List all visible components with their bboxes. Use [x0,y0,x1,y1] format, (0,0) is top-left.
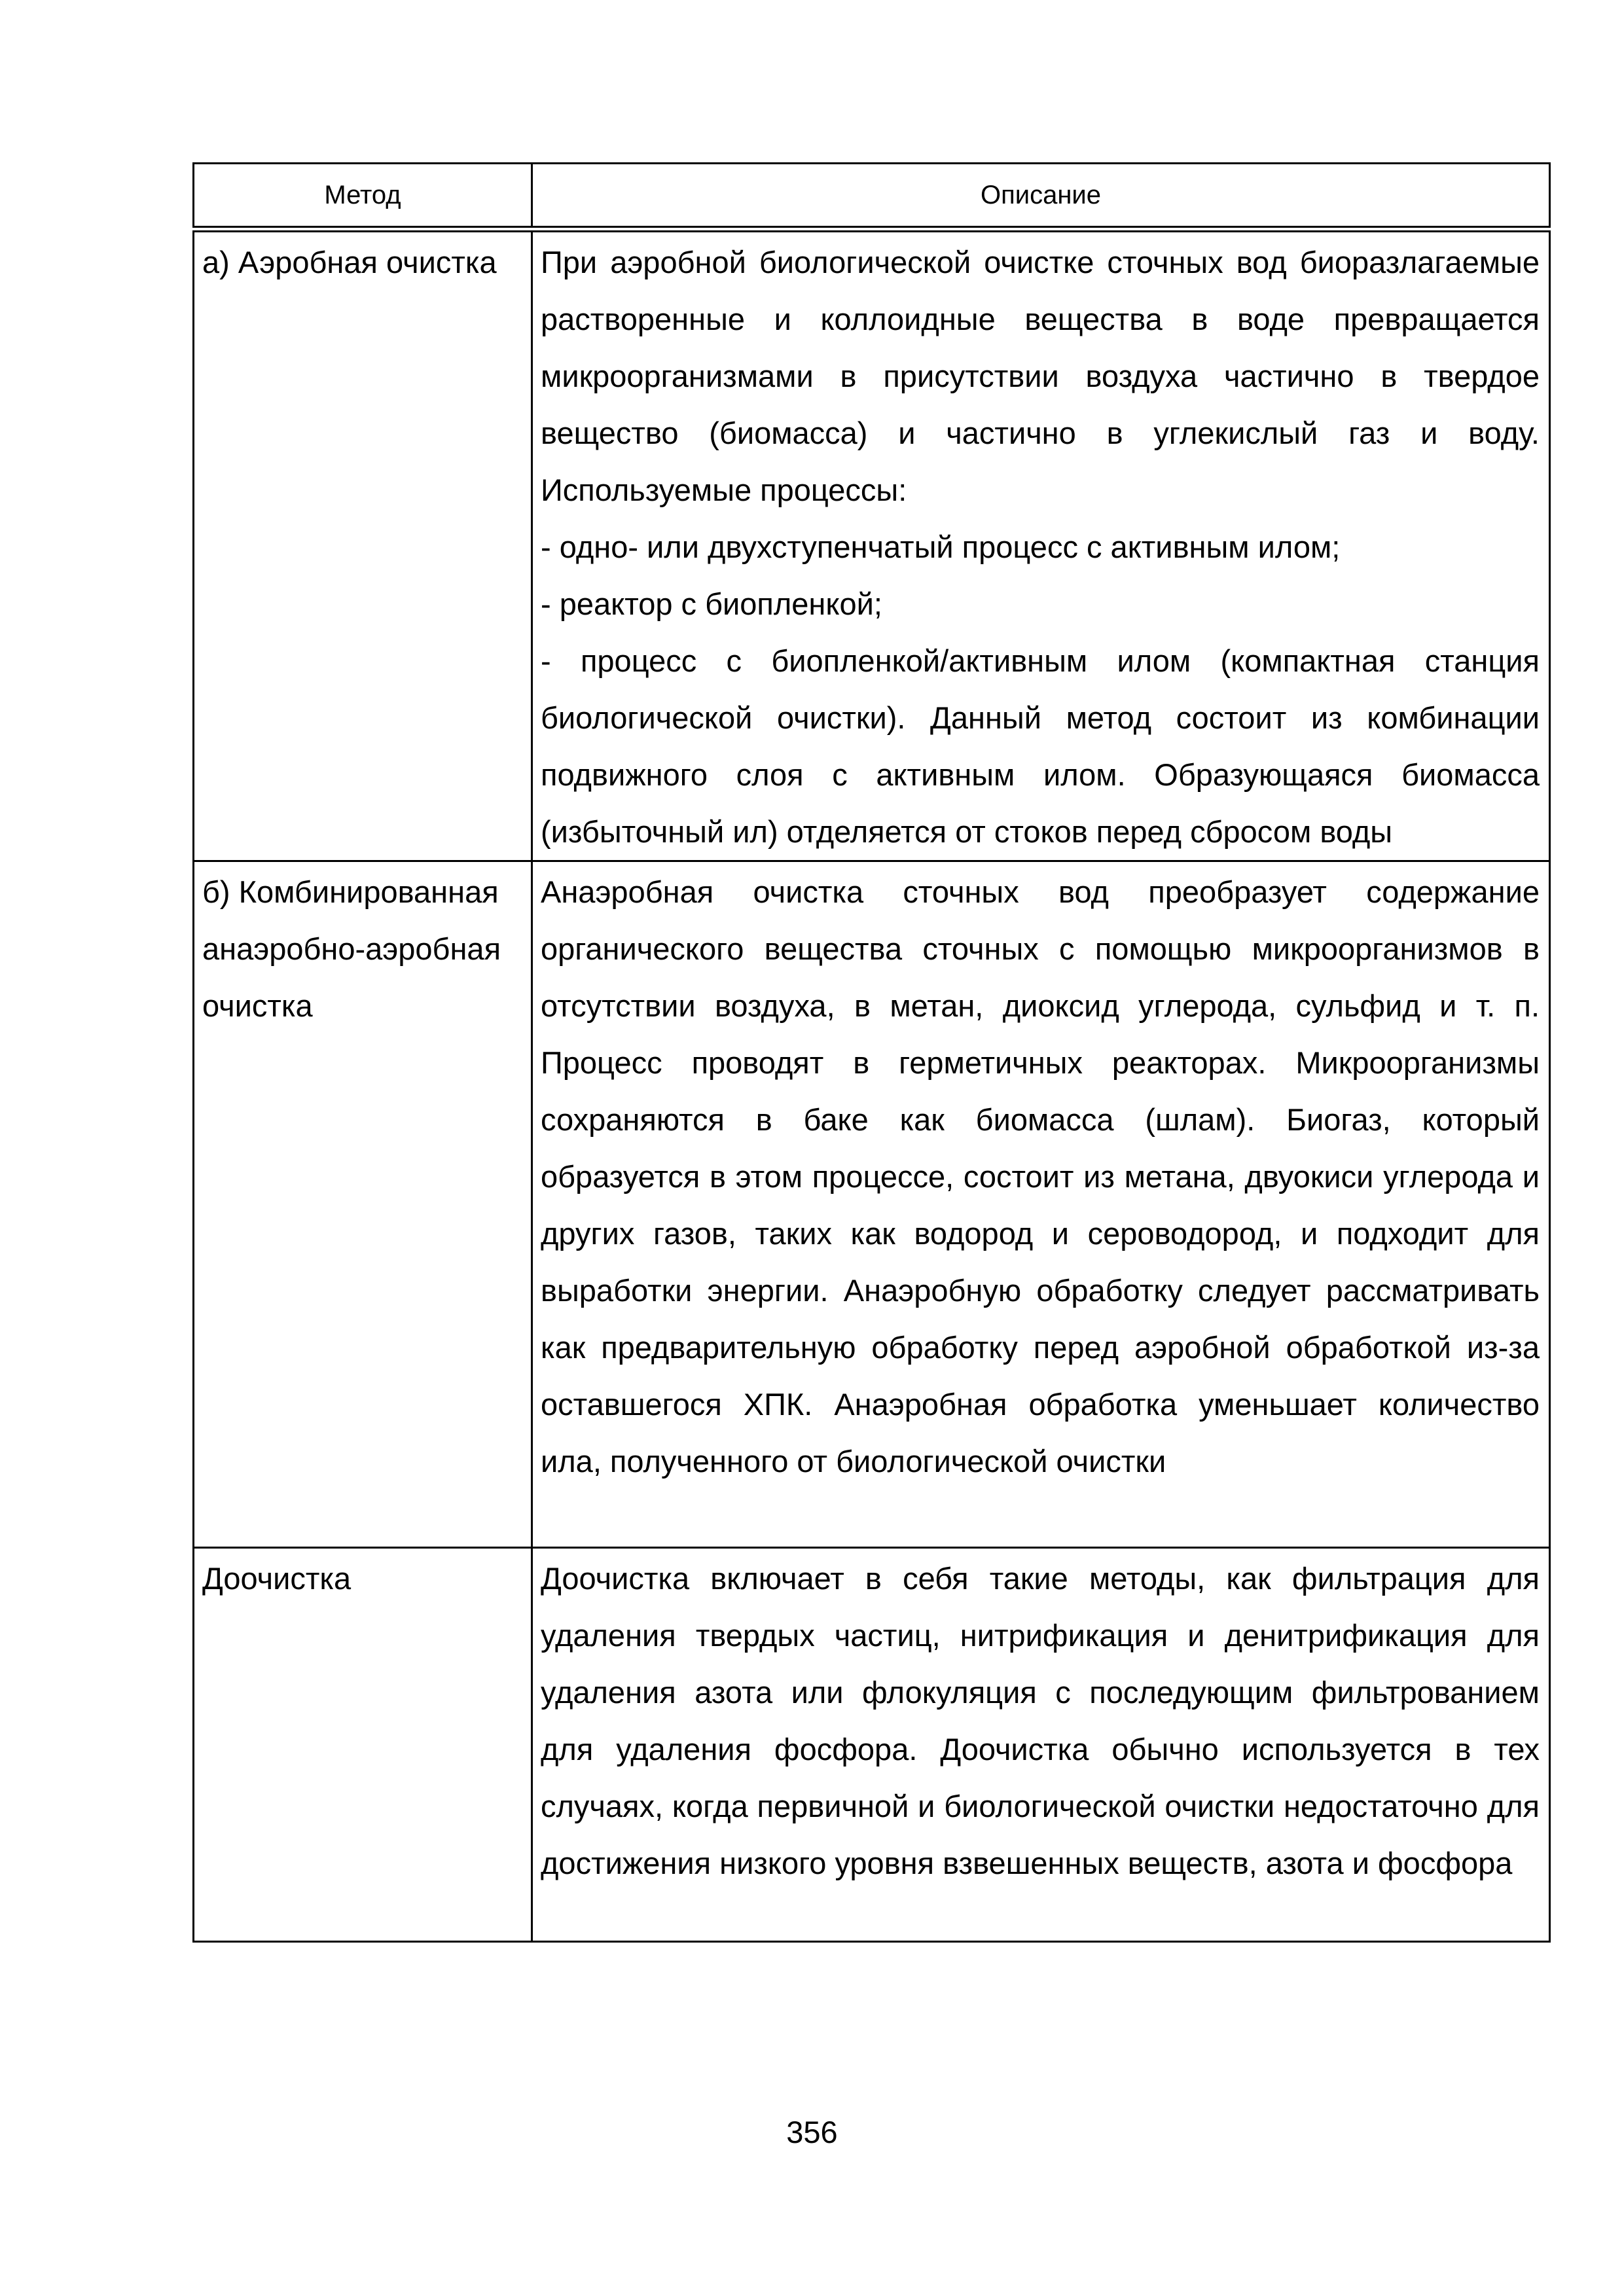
table-row-post-treatment [194,1548,1550,1942]
method-cell: Доочистка [194,1548,532,1942]
table-header [194,164,1550,230]
description-paragraph: Доочистка включает в себя такие методы, как фильтрация для удаления твердых частиц, нитрификация и денитрификация для удаления азота или флокуляция с последующим фильтрованием для удаления фосфора. Доочистка обычно используется в тех случаях, когда первичной и биологической очистки недостаточно для достижения низкого уровня взвешенных веществ, азота и фосфора [541,1561,1540,1880]
description-list-item: - реактор с биопленкой; [541,586,882,621]
table-row-anaerobic-aerobic [194,861,1550,1548]
methods-table [192,162,1551,1943]
description-cell [532,861,1550,1548]
description-paragraph: При аэробной биологической очистке сточных вод биоразлагаемые растворенные и коллоидные вещества в воде превращается микроорганизмами в присутствии воздуха частично в твердое вещество (биомасса) и частично в углекислый газ и воду. Используемые процессы: [541,245,1540,507]
description-cell [532,229,1550,861]
description-paragraph: Анаэробная очистка сточных вод преобразует содержание органического вещества сточных с помощью микроорганизмов в отсутствии воздуха, в метан, диоксид углерода, сульфид и т. п. Процесс проводят в герметичных реакторах. Микроорганизмы сохраняются в баке как биомасса (шлам). Биогаз, который образуется в этом процессе, состоит из метана, двуокиси углерода и других газов, таких как водород и сероводород, и подходит для выработки энергии. Анаэробную обработку следует рассматривать как предварительную обработку перед аэробной обработкой из-за оставшегося ХПК. Анаэробная обработка уменьшает количество ила, полученного от биологической очистки [541,874,1540,1479]
header-description: Описание [532,164,1550,230]
method-cell: б) Комбинированная анаэробно-аэробная очистка [194,861,532,1548]
description-list-item: - процесс с биопленкой/активным илом (компактная станция биологической очистки). Данный метод состоит из комбинации подвижного слоя с активным илом. Образующаяся биомасса (избыточный ил) отделяется от стоков перед сбросом воды [541,643,1540,849]
method-cell: а) Аэробная очистка [194,229,532,861]
description-cell [532,1548,1550,1942]
header-row [194,164,1550,230]
table-row-aerobic [194,229,1550,861]
page-number: 356 [786,2115,838,2149]
header-method: Метод [194,164,532,230]
description-list-item: - одно- или двухступенчатый процесс с активным илом; [541,529,1341,564]
